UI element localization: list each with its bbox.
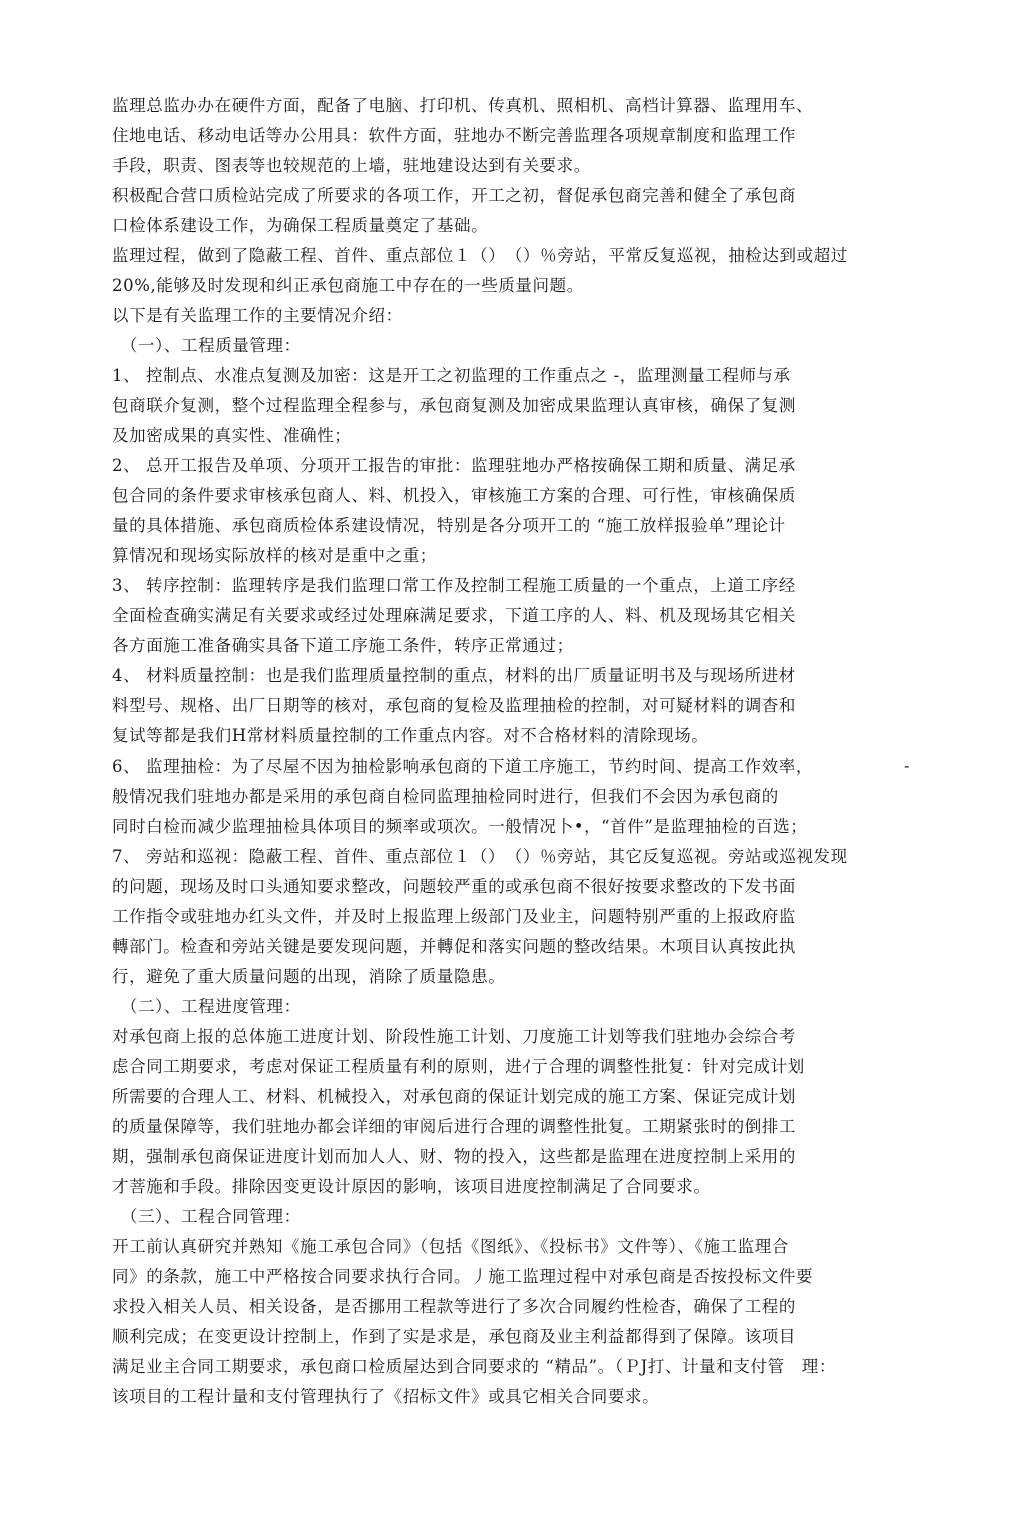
section-heading: （三）、工程合同管理： [112, 1207, 301, 1226]
text-line: 所需要的合理人工、材料、机械投入，对承包商的保证计划完成的施工方案、保证完成计划 [112, 1087, 796, 1106]
section-heading: （一）、工程质量管理： [112, 336, 301, 355]
text-line: 监理总监办办在硬件方面，配备了电脑、打印机、传真机、照相机、高档计算器、监理用车、 [112, 96, 814, 115]
text-line: 包合同的条件要求审核承包商人、料、机投入，审核施工方案的合理、可行性，审核确保质 [112, 486, 796, 505]
text-line: 该项目的工程计量和支付管理执行了《招标文件》或具它相关合同要求。 [112, 1387, 660, 1406]
text-line: 2、 总开工报告及单项、分项开工报告的审批：监理驻地办严格按确保工期和质量、满足承 [112, 456, 796, 475]
text-line: 各方面施工准备确实具备下道工序施工条件，转序正常通过； [112, 636, 574, 655]
text-line: 开工前认真研究并熟知《施工承包合同》（包括《图纸》、《投标书》文件等）、《施工监理合 [112, 1237, 789, 1256]
text-line: 般情况我们驻地办都是采用的承包商自检同监理抽检同时进行，但我们不会因为承包商的 [112, 787, 779, 806]
text-line: 求投入相关人员、相关设备，是否挪用工程款等进行了多次合同履约性检杳，确保了工程的 [112, 1297, 796, 1316]
section-heading: （二）、工程进度管理： [112, 997, 301, 1016]
text-line: 手段，职责、图表等也较规范的上墙，驻地建设达到有关要求。 [112, 156, 591, 175]
text-line: 量的具体措施、承包商质检体系建设情况，特别是各分项开工的 “施工放样报验单”理论计 [112, 516, 786, 535]
text-line: 20%,能够及时发现和纠正承包商施工中存在的一些质量问题。 [112, 276, 584, 295]
text-line: 全面检查确实满足有关要求或经过处理麻满足要求，下道工序的人、料、机及现场其它相关 [112, 606, 796, 625]
text-line: 工作指令或驻地办红头文件，并及时上报监理上级部门及业主，问题特别严重的上报政府监 [112, 907, 796, 926]
text-line: 同时白检而减少监理抽检具体项目的频率或项次。一般情况卜•，“首件”是监理抽检的百选； [112, 817, 808, 836]
text-line: 住地电话、移动电话等办公用具：软件方面，驻地办不断完善监理各项规章制度和监理工作 [112, 126, 796, 145]
text-line: 对承包商上报的总体施工进度计划、阶段性施工计划、刀度施工计划等我们驻地办会综合考 [112, 1027, 796, 1046]
text-line: 才菩施和手段。排除因变更设计原因的影响，该项目进度控制满足了合同要求。 [112, 1177, 711, 1196]
margin-mark: - [904, 756, 910, 775]
text-line: 虑合同工期要求，考虑对保证工程质量有利的原则，进ｲ亍合理的调整性批复：针对完成计划 [112, 1057, 805, 1076]
text-line: 复试等都是我们H常材料质量控制的工作重点内容。对不合格材料的清除现场。 [112, 726, 709, 745]
text-line: 的问题，现场及时口头通知要求整改，问题较严重的或承包商不很好按要求整改的下发书面 [112, 877, 796, 896]
text-line: 以下是有关监理工作的主要情况介绍： [112, 306, 403, 325]
text-line: 料型号、规格、出厂日期等的核对，承包商的复检及监理抽检的控制，对可疑材料的调杳和 [112, 696, 796, 715]
text-line: 满足业主合同工期要求，承包商口检质屋达到合同要求的 “精品”。（ＰJ打、计量和支付管 理： [112, 1357, 836, 1376]
text-line: 6、 监理抽检：为了尽屋不因为抽检影响承包商的下道工序施工，节约时间、提高工作效率， [112, 757, 813, 776]
text-line: 4、 材料质量控制：也是我们监理质量控制的重点，材料的出厂质量证明书及与现场所进材 [112, 666, 796, 685]
text-line: 及加密成果的真实性、准确性； [112, 426, 352, 445]
text-line: 积极配合营口质检站完成了所要求的各项工作，开工之初，督促承包商完善和健全了承包商 [112, 186, 796, 205]
text-line: 期，强制承包商保证进度计划而加人人、财、物的投入，这些都是监理在进度控制上采用的 [112, 1147, 796, 1166]
text-line: 包商联介复测，整个过程监理全程参与，承包商复测及加密成果监理认真审核，确保了复测 [112, 396, 796, 415]
text-line: 口检体系建设工作，为确保工程质量奠定了基础。 [112, 216, 489, 235]
text-line: 3、 转序控制：监理转序是我们监理口常工作及控制工程施工质量的一个重点，上道工序经 [112, 576, 796, 595]
text-line: 轉部门。检查和旁站关键是要发现问题，并轉促和落实问题的整改结果。木项目认真按此执 [112, 937, 796, 956]
text-line: 的质量保障等，我们驻地办都会详细的审阅后进行合理的调整性批复。工期紧张时的倒排工 [112, 1117, 796, 1136]
text-line: 7、 旁站和巡视：隐蔽工程、首件、重点部位１（） （）％旁站，其它反复巡视。旁站或巡视发现 [112, 847, 848, 866]
text-line: 算情况和现场实际放样的核对是重中之重； [112, 546, 437, 565]
text-line: 行，避免了重大质量问题的出现，消除了质量隐患。 [112, 967, 506, 986]
text-line: 1、 控制点、水准点复测及加密：这是开工之初监理的工作重点之 -，监理测量工程师与承 [112, 366, 791, 385]
text-line: 同》的条款，施工中严格按合同要求执行合同。丿施工监理过程中对承包商是否按投标文件要 [112, 1267, 814, 1286]
text-line: 顺利完成；在变更设计控制上，作到了实是求是，承包商及业主利益都得到了保障。该项目 [112, 1327, 796, 1346]
text-line: 监理过程，做到了隐蔽工程、首件、重点部位１（） （）％旁站，平常反复巡视，抽检达到或超过 [112, 246, 848, 265]
